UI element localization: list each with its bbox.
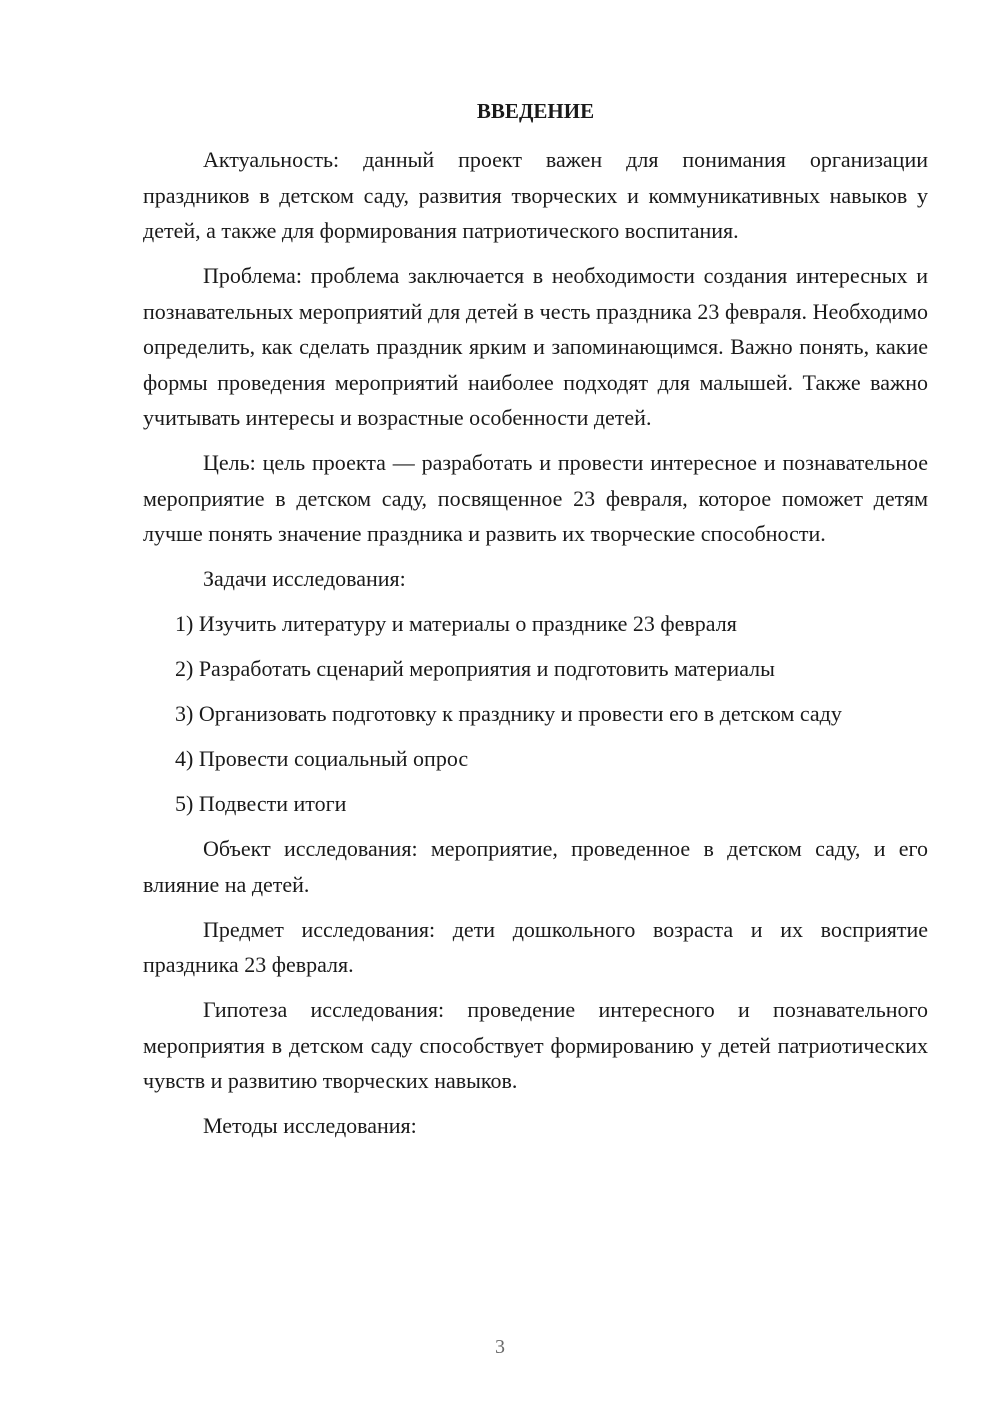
- task-item-5: 5) Подвести итоги: [175, 791, 347, 816]
- paragraph-subject: Предмет исследования: дети дошкольного возраста и их восприятие праздника 23 февраля.: [143, 916, 928, 977]
- paragraph-object: Объект исследования: мероприятие, проведенное в детском саду, и его влияние на детей.: [143, 836, 928, 897]
- paragraph-goal: Цель: цель проекта — разработать и провести интересное и познавательное мероприятие в детском саду, посвященное 23 февраля, которое поможет детям лучше понять значение праздника и развить их творческие способности.: [143, 450, 928, 546]
- page-number: 3: [495, 1336, 505, 1358]
- paragraph-relevance: Актуальность: данный проект важен для понимания организации праздников в детском саду, развития творческих и коммуникативных навыков у детей, а также для формирования патриотического воспитания.: [143, 147, 928, 243]
- body-text: [143, 142, 928, 1153]
- paragraph-hypothesis: Гипотеза исследования: проведение интересного и познавательного мероприятия в детском саду способствует формированию у детей патриотических чувств и развитию творческих навыков.: [143, 997, 928, 1093]
- task-item-4: 4) Провести социальный опрос: [175, 746, 469, 771]
- paragraph-methods: Методы исследования:: [203, 1113, 417, 1138]
- paragraph-tasks-intro: Задачи исследования:: [203, 566, 406, 591]
- task-item-1: 1) Изучить литературу и материалы о празднике 23 февраля: [175, 611, 737, 636]
- task-item-3: 3) Организовать подготовку к празднику и провести его в детском саду: [175, 701, 842, 726]
- paragraph-problem: Проблема: проблема заключается в необходимости создания интересных и познавательных мероприятий для детей в честь праздника 23 февраля. Необходимо определить, как сделать праздник ярким и запоминающимся. Важно понять, какие формы проведения мероприятий наиболее подходят для малышей. Также важно учитывать интересы и возрастные особенности детей.: [143, 263, 928, 430]
- section-heading: ВВЕДЕНИЕ: [476, 99, 595, 123]
- task-item-2: 2) Разработать сценарий мероприятия и подготовить материалы: [175, 656, 775, 681]
